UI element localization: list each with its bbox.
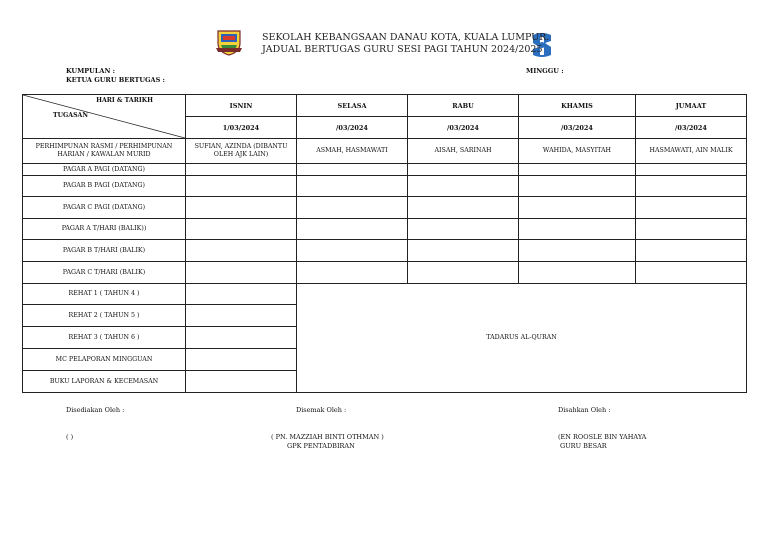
empty-cell [519,164,636,176]
empty-cell [186,164,297,176]
empty-cell [408,176,519,197]
task-cell: PAGAR C PAGI (DATANG) [23,197,186,219]
task-cell: REHAT 1 ( TAHUN 4 ) [23,284,186,305]
table-row [23,176,747,197]
empty-cell [186,240,297,262]
assignee-cell: WAHIDA, MASYITAH [519,139,636,164]
empty-cell [186,262,297,284]
empty-cell [297,240,408,262]
empty-cell [408,164,519,176]
date-cell: 1/03/2024 [186,117,297,139]
empty-cell [636,197,747,219]
checked-by-title: GPK PENTADBIRAN [287,442,355,450]
day-header: ISNIN [186,95,297,117]
empty-cell [636,262,747,284]
assignee-cell: SUFIAN, AZINDA (DIBANTU OLEH AJK LAIN) [186,139,297,164]
empty-cell [636,240,747,262]
approved-by-label: Disahkan Oleh : [558,406,611,414]
empty-cell [519,219,636,240]
minggu-label: MINGGU : [526,67,564,75]
day-header: KHAMIS [519,95,636,117]
assignee-cell: ASMAH, HASMAWATI [297,139,408,164]
date-cell: /03/2024 [519,117,636,139]
empty-cell [519,176,636,197]
ketua-label: KETUA GURU BERTUGAS : [66,76,165,84]
empty-cell [297,219,408,240]
table-row [23,197,747,219]
empty-cell [186,371,297,393]
task-cell: BUKU LAPORAN & KECEMASAN [23,371,186,393]
task-cell: PERHIMPUNAN RASMI / PERHIMPUNAN HARIAN / KAWALAN MURID [23,139,186,164]
corner-header [23,95,186,139]
date-cell: /03/2024 [408,117,519,139]
empty-cell [186,284,297,305]
tadarus-cell: TADARUS AL-QURAN [297,284,747,393]
day-header: JUMAAT [636,95,747,117]
day-header: RABU [408,95,519,117]
duty-table [22,94,747,393]
empty-cell [186,327,297,349]
school-crest-logo [216,28,242,56]
empty-cell [186,349,297,371]
title-schedule: JADUAL BERTUGAS GURU SESI PAGI TAHUN 2024/2025 [262,44,543,55]
empty-cell [297,197,408,219]
checked-by-label: Disemak Oleh : [296,406,347,414]
table-row [23,262,747,284]
title-school: SEKOLAH KEBANGSAAN DANAU KOTA, KUALA LUMPUR. [262,32,550,43]
table-row [23,240,747,262]
assignee-cell: AISAH, SARINAH [408,139,519,164]
approved-by-title: GURU BESAR [560,442,607,450]
task-cell: PAGAR C T/HARI (BALIK) [23,262,186,284]
corner-tugasan: TUGASAN [53,112,89,119]
document-title [262,32,549,56]
empty-cell [636,176,747,197]
empty-cell [636,219,747,240]
empty-cell [636,164,747,176]
empty-cell [186,197,297,219]
prepared-by-label: Disediakan Oleh : [66,406,125,414]
empty-cell [519,197,636,219]
empty-cell [297,164,408,176]
day-header: SELASA [297,95,408,117]
empty-cell [519,262,636,284]
corner-hari-tarikh: HARI & TARIKH [96,97,153,104]
empty-cell [408,262,519,284]
empty-cell [519,240,636,262]
task-cell: REHAT 3 ( TAHUN 6 ) [23,327,186,349]
task-cell: PAGAR A T/HARI (BALIK)) [23,219,186,240]
date-cell: /03/2024 [297,117,408,139]
task-cell: PAGAR B PAGI (DATANG) [23,176,186,197]
table-header-row [23,95,747,117]
empty-cell [408,219,519,240]
empty-cell [408,197,519,219]
checked-by-name: ( PN. MAZZIAH BINTI OTHMAN ) [271,433,384,441]
date-cell: /03/2024 [636,117,747,139]
table-row [23,139,747,164]
task-cell: REHAT 2 ( TAHUN 5 ) [23,305,186,327]
empty-cell [186,219,297,240]
table-row [23,284,747,305]
kumpulan-label: KUMPULAN : [66,67,116,75]
task-cell: PAGAR A PAGI (DATANG) [23,164,186,176]
table-row [23,164,747,176]
empty-cell [297,176,408,197]
empty-cell [186,176,297,197]
task-cell: MC PELAPORAN MINGGUAN [23,349,186,371]
table-row [23,219,747,240]
approved-by-name: (EN ROOSLE BIN YAHAYA [558,433,647,441]
prepared-by-blank: ( ) [66,433,74,441]
empty-cell [297,262,408,284]
empty-cell [408,240,519,262]
task-cell: PAGAR B T/HARI (BALIK) [23,240,186,262]
assignee-cell: HASMAWATI, AIN MALIK [636,139,747,164]
empty-cell [186,305,297,327]
